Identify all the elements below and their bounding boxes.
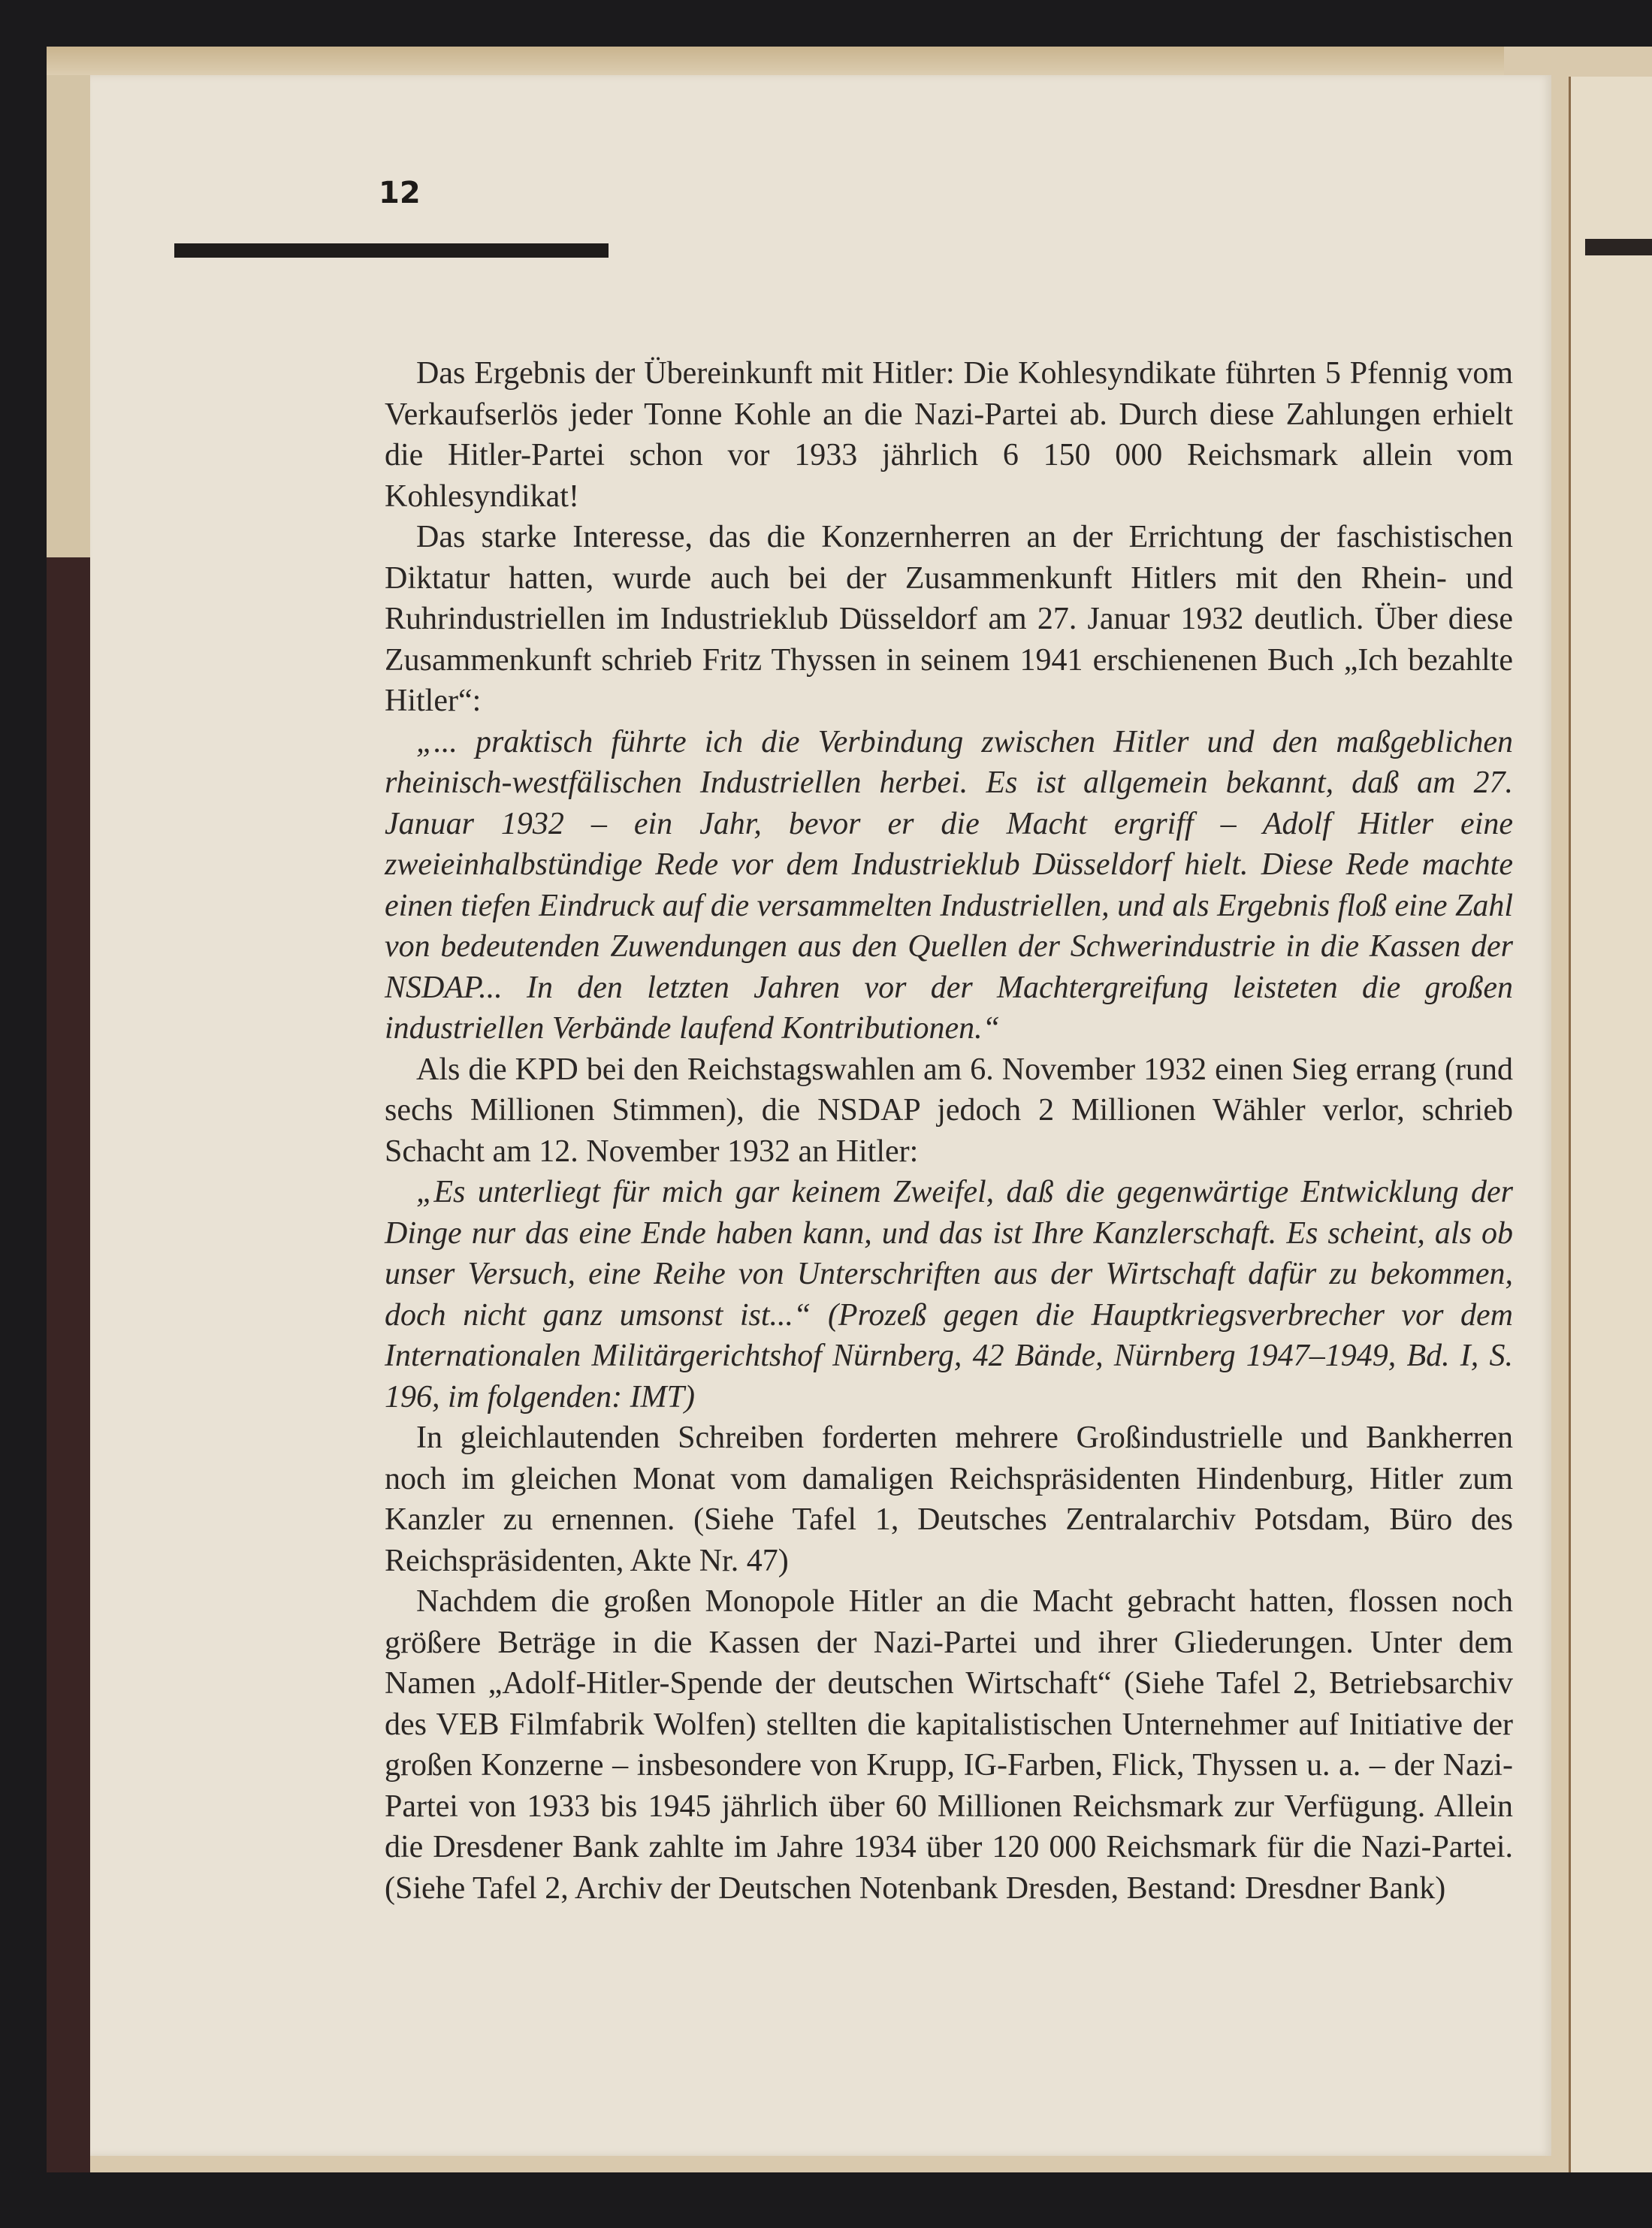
page-number: 12 — [379, 176, 421, 210]
paragraph: Als die KPD bei den Reichstagswahlen am 6. November 1932 einen Sieg errang (rund sechs Millionen Stimmen), die NSDAP jedoch 2 Millionen Wähler verlor, schrieb Schacht am 12. November 1932 an Hitler: — [385, 1052, 1513, 1169]
page-top-edge — [47, 47, 1504, 75]
quote-paragraph: „Es unterliegt für mich gar keinem Zweifel, daß die gegenwärtige Entwicklung der Dinge nur das eine Ende haben kann, und das ist Ihre Kanzlerschaft. Es scheint, als ob unser Versuch, eine Reihe von Unterschriften aus der Wirtschaft dafür zu bekommen, doch nicht ganz umsonst ist...“ (Prozeß gegen die Hauptkriegsverbrecher vor dem Internationalen Militärgerichtshof Nürnberg, 42 Bände, Nürnberg 1947–1949, Bd. I, S. 196, im folgenden: IMT) — [385, 1175, 1513, 1414]
quote-paragraph: „... praktisch führte ich die Verbindung zwischen Hitler und den maßgeblichen rheinisch-westfälischen Industriellen herbei. Es ist allgemein bekannt, daß am 27. Januar 1932 – ein Jahr, bevor er die Macht ergriff – Adolf Hitler eine zweieinhalbstündige Rede vor dem Industrieklub Düsseldorf hielt. Diese Rede machte einen tiefen Eindruck auf die versammelten Industriellen, und als Ergebnis floß eine Zahl von bedeutenden Zuwendungen aus den Quellen der Schwerindustrie in die Kassen der NSDAP... In den letzten Jahren vor der Machtergreifung leisteten die großen industriellen Verbände laufend Kontributionen.“ — [385, 724, 1513, 1046]
paragraph: Nachdem die großen Monopole Hitler an die Macht gebracht hatten, flossen noch größere Beträge in die Kassen der Nazi-Partei und ihrer Gliederungen. Unter dem Namen „Adolf-Hitler-Spende der deutschen Wirtschaft“ (Siehe Tafel 2, Betriebsarchiv des VEB Filmfabrik Wolfen) stellten die kapitalistischen Unternehmer auf Initiative der großen Konzerne – insbesondere von Krupp, IG-Farben, Flick, Thyssen u. a. – der Nazi-Partei von 1933 bis 1945 jährlich über 60 Millionen Reichsmark zur Verfügung. Allein die Dresdener Bank zahlte im Jahre 1934 über 120 000 Reichsmark für die Nazi-Partei. (Siehe Tafel 2, Archiv der Deutschen Notenbank Dresden, Bestand: Dresdner Bank) — [385, 1584, 1513, 1906]
header-rule — [174, 243, 609, 258]
book-cover-edge — [47, 47, 90, 557]
facing-page-edge — [1569, 77, 1652, 2172]
facing-page-rule — [1585, 239, 1652, 255]
paragraph: Das starke Interesse, das die Konzernherren an der Errichtung der faschistischen Diktatur hatten, wurde auch bei der Zusammenkunft Hitlers mit den Rhein- und Ruhrindustriellen im Industrieklub Düsseldorf am 27. Januar 1932 deutlich. Über diese Zusammenkunft schrieb Fritz Thyssen in seinem 1941 erschienenen Buch „Ich bezahlte Hitler“: — [385, 520, 1513, 718]
page-text — [385, 353, 1513, 1909]
paragraph: In gleichlautenden Schreiben forderten mehrere Großindustrielle und Bankherren noch im gleichen Monat vom damaligen Reichspräsidenten Hindenburg, Hitler zum Kanzler zu ernennen. (Siehe Tafel 1, Deutsches Zentralarchiv Potsdam, Büro des Reichspräsidenten, Akte Nr. 47) — [385, 1420, 1513, 1578]
book-spine — [47, 557, 90, 2172]
paragraph: Das Ergebnis der Übereinkunft mit Hitler: Die Kohlesyndikate führten 5 Pfennig vom Verkaufserlös jeder Tonne Kohle an die Nazi-Partei ab. Durch diese Zahlungen erhielt die Hitler-Partei schon vor 1933 jährlich 6 150 000 Reichsmark allein vom Kohlesyndikat! — [385, 356, 1513, 514]
